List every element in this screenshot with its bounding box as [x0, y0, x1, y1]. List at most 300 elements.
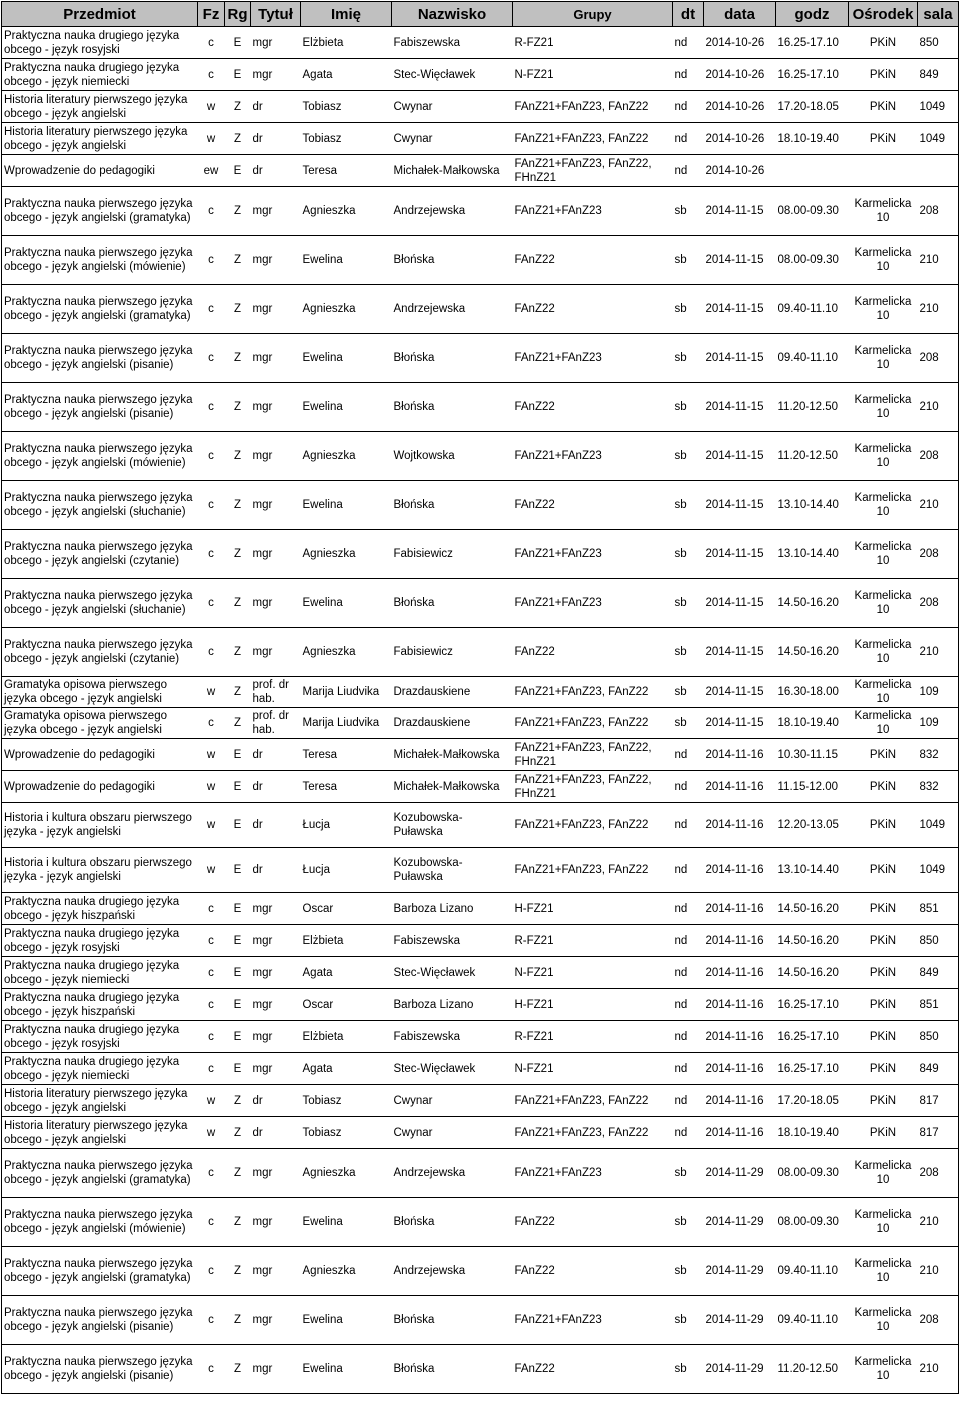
cell-date: 2014-11-15 — [704, 628, 776, 677]
cell-first-name: Agnieszka — [301, 432, 392, 481]
cell-date: 2014-11-29 — [704, 1198, 776, 1247]
cell-form: c — [198, 1247, 225, 1296]
cell-title: dr — [251, 123, 301, 155]
table-row[interactable] — [2, 957, 959, 989]
cell-last-name: Barboza Lizano — [392, 989, 513, 1021]
cell-subject: Praktyczna nauka drugiego języka obcego - język niemiecki — [2, 59, 198, 91]
cell-grade-type: Z — [225, 285, 251, 334]
table-row[interactable] — [2, 989, 959, 1021]
cell-groups: FAnZ21+FAnZ23 — [513, 432, 673, 481]
cell-time: 16.30-18.00 — [776, 677, 849, 708]
cell-room: 1049 — [918, 123, 959, 155]
cell-date: 2014-10-26 — [704, 123, 776, 155]
table-row[interactable] — [2, 677, 959, 708]
cell-venue: PKiN — [849, 925, 918, 957]
cell-groups: FAnZ22 — [513, 1345, 673, 1394]
cell-date: 2014-11-15 — [704, 187, 776, 236]
cell-last-name: Andrzejewska — [392, 285, 513, 334]
table-row[interactable] — [2, 708, 959, 739]
cell-first-name: Marija Liudvika — [301, 708, 392, 739]
cell-time: 08.00-09.30 — [776, 187, 849, 236]
cell-first-name: Ewelina — [301, 1345, 392, 1394]
cell-title: mgr — [251, 432, 301, 481]
cell-day: sb — [673, 1247, 704, 1296]
table-row[interactable] — [2, 334, 959, 383]
cell-groups: FAnZ22 — [513, 383, 673, 432]
cell-room: 210 — [918, 285, 959, 334]
cell-date: 2014-11-16 — [704, 1117, 776, 1149]
cell-subject: Praktyczna nauka pierwszego języka obcego - język angielski (mówienie) — [2, 236, 198, 285]
cell-venue: PKiN — [849, 739, 918, 771]
cell-last-name: Wojtkowska — [392, 432, 513, 481]
cell-grade-type: Z — [225, 1117, 251, 1149]
table-row[interactable] — [2, 803, 959, 848]
cell-first-name: Ewelina — [301, 334, 392, 383]
cell-grade-type: E — [225, 739, 251, 771]
cell-date: 2014-11-15 — [704, 383, 776, 432]
cell-venue: PKiN — [849, 803, 918, 848]
cell-grade-type: Z — [225, 432, 251, 481]
cell-last-name: Andrzejewska — [392, 1247, 513, 1296]
col-header-sala[interactable]: sala — [918, 2, 959, 27]
table-row[interactable] — [2, 848, 959, 893]
cell-day: sb — [673, 1345, 704, 1394]
cell-last-name: Błońska — [392, 1296, 513, 1345]
cell-subject: Historia i kultura obszaru pierwszego języka - język angielski — [2, 803, 198, 848]
cell-form: c — [198, 893, 225, 925]
cell-groups: FAnZ21+FAnZ23, FAnZ22, FHnZ21 — [513, 155, 673, 187]
cell-room: 208 — [918, 1296, 959, 1345]
cell-subject: Historia literatury pierwszego języka obcego - język angielski — [2, 91, 198, 123]
cell-room: 210 — [918, 1247, 959, 1296]
cell-venue: Karmelicka 10 — [849, 530, 918, 579]
cell-last-name: Barboza Lizano — [392, 893, 513, 925]
cell-time: 16.25-17.10 — [776, 27, 849, 59]
cell-date: 2014-11-29 — [704, 1345, 776, 1394]
cell-room: 210 — [918, 628, 959, 677]
cell-time: 13.10-14.40 — [776, 530, 849, 579]
cell-groups: FAnZ21+FAnZ23 — [513, 1149, 673, 1198]
cell-last-name: Kozubowska-Puławska — [392, 848, 513, 893]
cell-day: sb — [673, 1149, 704, 1198]
cell-room — [918, 155, 959, 187]
table-row[interactable] — [2, 1149, 959, 1198]
cell-groups: FAnZ21+FAnZ23, FAnZ22 — [513, 1117, 673, 1149]
cell-form: c — [198, 481, 225, 530]
cell-time — [776, 155, 849, 187]
cell-grade-type: E — [225, 771, 251, 803]
cell-date: 2014-11-16 — [704, 739, 776, 771]
cell-first-name: Agnieszka — [301, 285, 392, 334]
table-row[interactable] — [2, 59, 959, 91]
col-header-rg[interactable]: Rg — [225, 2, 251, 27]
col-header-godz[interactable]: godz — [776, 2, 849, 27]
cell-grade-type: E — [225, 155, 251, 187]
cell-day: nd — [673, 1021, 704, 1053]
cell-title: mgr — [251, 59, 301, 91]
cell-groups: FAnZ21+FAnZ23, FAnZ22, FHnZ21 — [513, 771, 673, 803]
table-row[interactable] — [2, 628, 959, 677]
cell-subject: Praktyczna nauka pierwszego języka obcego - język angielski (gramatyka) — [2, 1149, 198, 1198]
cell-day: nd — [673, 1117, 704, 1149]
table-row[interactable] — [2, 893, 959, 925]
cell-first-name: Oscar — [301, 893, 392, 925]
cell-grade-type: Z — [225, 708, 251, 739]
table-row[interactable] — [2, 155, 959, 187]
cell-time: 16.25-17.10 — [776, 59, 849, 91]
cell-first-name: Oscar — [301, 989, 392, 1021]
table-row[interactable] — [2, 481, 959, 530]
cell-day: nd — [673, 989, 704, 1021]
cell-subject: Praktyczna nauka pierwszego języka obcego - język angielski (pisanie) — [2, 334, 198, 383]
cell-time: 16.25-17.10 — [776, 1053, 849, 1085]
cell-first-name: Ewelina — [301, 579, 392, 628]
cell-date: 2014-11-16 — [704, 771, 776, 803]
cell-time: 14.50-16.20 — [776, 893, 849, 925]
cell-last-name: Stec-Więcławek — [392, 59, 513, 91]
cell-date: 2014-11-16 — [704, 848, 776, 893]
cell-form: c — [198, 1053, 225, 1085]
cell-groups: FAnZ21+FAnZ23, FAnZ22, FHnZ21 — [513, 739, 673, 771]
cell-day: sb — [673, 187, 704, 236]
cell-form: c — [198, 530, 225, 579]
col-header-przedmiot[interactable]: Przedmiot — [2, 2, 198, 27]
cell-grade-type: E — [225, 1021, 251, 1053]
cell-first-name: Ewelina — [301, 383, 392, 432]
cell-form: w — [198, 91, 225, 123]
col-header-nazwisko[interactable]: Nazwisko — [392, 2, 513, 27]
cell-groups: FAnZ21+FAnZ23, FAnZ22 — [513, 91, 673, 123]
cell-subject: Historia literatury pierwszego języka obcego - język angielski — [2, 123, 198, 155]
cell-groups: FAnZ22 — [513, 1247, 673, 1296]
table-row[interactable] — [2, 1085, 959, 1117]
cell-first-name: Agata — [301, 1053, 392, 1085]
cell-form: w — [198, 739, 225, 771]
cell-last-name: Kozubowska-Puławska — [392, 803, 513, 848]
cell-groups: N-FZ21 — [513, 957, 673, 989]
cell-time: 11.15-12.00 — [776, 771, 849, 803]
cell-form: w — [198, 1117, 225, 1149]
cell-date: 2014-11-15 — [704, 285, 776, 334]
cell-room: 817 — [918, 1117, 959, 1149]
cell-venue: PKiN — [849, 1021, 918, 1053]
cell-form: c — [198, 334, 225, 383]
cell-last-name: Michałek-Małkowska — [392, 771, 513, 803]
cell-last-name: Błońska — [392, 481, 513, 530]
cell-venue: Karmelicka 10 — [849, 187, 918, 236]
cell-grade-type: E — [225, 1053, 251, 1085]
cell-grade-type: Z — [225, 236, 251, 285]
cell-time: 14.50-16.20 — [776, 579, 849, 628]
cell-time: 09.40-11.10 — [776, 285, 849, 334]
cell-subject: Wprowadzenie do pedagogiki — [2, 739, 198, 771]
cell-time: 14.50-16.20 — [776, 957, 849, 989]
table-row[interactable] — [2, 91, 959, 123]
cell-groups: N-FZ21 — [513, 59, 673, 91]
cell-title: mgr — [251, 925, 301, 957]
cell-groups: N-FZ21 — [513, 1053, 673, 1085]
cell-room: 210 — [918, 481, 959, 530]
cell-title: mgr — [251, 481, 301, 530]
cell-subject: Praktyczna nauka pierwszego języka obcego - język angielski (gramatyka) — [2, 187, 198, 236]
cell-venue: Karmelicka 10 — [849, 708, 918, 739]
cell-form: c — [198, 1021, 225, 1053]
cell-last-name: Cwynar — [392, 123, 513, 155]
cell-title: prof. dr hab. — [251, 677, 301, 708]
cell-room: 851 — [918, 893, 959, 925]
cell-subject: Praktyczna nauka pierwszego języka obcego - język angielski (gramatyka) — [2, 285, 198, 334]
cell-day: nd — [673, 739, 704, 771]
cell-date: 2014-11-16 — [704, 925, 776, 957]
cell-room: 208 — [918, 187, 959, 236]
cell-last-name: Fabisiewicz — [392, 530, 513, 579]
cell-time: 16.25-17.10 — [776, 1021, 849, 1053]
cell-date: 2014-11-15 — [704, 481, 776, 530]
cell-subject: Praktyczna nauka pierwszego języka obcego - język angielski (pisanie) — [2, 383, 198, 432]
table-row[interactable] — [2, 383, 959, 432]
cell-venue: PKiN — [849, 91, 918, 123]
cell-form: c — [198, 628, 225, 677]
cell-first-name: Tobiasz — [301, 1085, 392, 1117]
cell-date: 2014-11-16 — [704, 989, 776, 1021]
cell-groups: R-FZ21 — [513, 925, 673, 957]
cell-form: c — [198, 1149, 225, 1198]
cell-groups: FAnZ21+FAnZ23 — [513, 187, 673, 236]
cell-date: 2014-11-15 — [704, 236, 776, 285]
cell-subject: Historia i kultura obszaru pierwszego języka - język angielski — [2, 848, 198, 893]
cell-groups: FAnZ22 — [513, 285, 673, 334]
cell-title: mgr — [251, 1198, 301, 1247]
cell-first-name: Ewelina — [301, 1198, 392, 1247]
cell-time: 14.50-16.20 — [776, 925, 849, 957]
cell-title: dr — [251, 739, 301, 771]
cell-date: 2014-11-29 — [704, 1149, 776, 1198]
cell-room: 832 — [918, 771, 959, 803]
cell-last-name: Fabisiewicz — [392, 628, 513, 677]
cell-first-name: Agnieszka — [301, 628, 392, 677]
col-header-data[interactable]: data — [704, 2, 776, 27]
table-row[interactable] — [2, 771, 959, 803]
cell-subject: Historia literatury pierwszego języka obcego - język angielski — [2, 1117, 198, 1149]
cell-room: 208 — [918, 579, 959, 628]
cell-subject: Praktyczna nauka pierwszego języka obcego - język angielski (pisanie) — [2, 1345, 198, 1394]
table-body — [2, 27, 959, 1394]
cell-subject: Praktyczna nauka drugiego języka obcego - język niemiecki — [2, 957, 198, 989]
cell-title: mgr — [251, 1149, 301, 1198]
cell-room: 1049 — [918, 848, 959, 893]
cell-venue: PKiN — [849, 771, 918, 803]
cell-venue: Karmelicka 10 — [849, 334, 918, 383]
cell-form: c — [198, 1198, 225, 1247]
table-row[interactable] — [2, 530, 959, 579]
cell-grade-type: E — [225, 957, 251, 989]
cell-title: dr — [251, 803, 301, 848]
cell-last-name: Błońska — [392, 1345, 513, 1394]
cell-form: c — [198, 957, 225, 989]
cell-title: mgr — [251, 957, 301, 989]
cell-title: dr — [251, 771, 301, 803]
cell-last-name: Michałek-Małkowska — [392, 155, 513, 187]
cell-day: nd — [673, 1053, 704, 1085]
table-row[interactable] — [2, 925, 959, 957]
cell-last-name: Michałek-Małkowska — [392, 739, 513, 771]
cell-first-name: Tobiasz — [301, 91, 392, 123]
cell-last-name: Andrzejewska — [392, 187, 513, 236]
cell-subject: Praktyczna nauka pierwszego języka obcego - język angielski (słuchanie) — [2, 481, 198, 530]
cell-title: mgr — [251, 27, 301, 59]
cell-time: 13.10-14.40 — [776, 481, 849, 530]
cell-first-name: Agnieszka — [301, 1247, 392, 1296]
table-row[interactable] — [2, 27, 959, 59]
cell-subject: Praktyczna nauka drugiego języka obcego - język rosyjski — [2, 1021, 198, 1053]
table-row[interactable] — [2, 187, 959, 236]
cell-subject: Praktyczna nauka drugiego języka obcego - język rosyjski — [2, 27, 198, 59]
cell-groups: FAnZ21+FAnZ23, FAnZ22 — [513, 1085, 673, 1117]
table-row[interactable] — [2, 285, 959, 334]
cell-form: c — [198, 432, 225, 481]
cell-time: 13.10-14.40 — [776, 848, 849, 893]
cell-room: 1049 — [918, 91, 959, 123]
cell-venue: Karmelicka 10 — [849, 1247, 918, 1296]
cell-grade-type: Z — [225, 383, 251, 432]
cell-day: nd — [673, 1085, 704, 1117]
cell-time: 18.10-19.40 — [776, 123, 849, 155]
cell-date: 2014-11-16 — [704, 1021, 776, 1053]
table-row[interactable] — [2, 1345, 959, 1394]
col-header-imie[interactable]: Imię — [301, 2, 392, 27]
table-row[interactable] — [2, 1021, 959, 1053]
cell-form: w — [198, 803, 225, 848]
table-row[interactable] — [2, 1296, 959, 1345]
cell-day: nd — [673, 27, 704, 59]
cell-date: 2014-11-16 — [704, 1085, 776, 1117]
col-header-dt[interactable]: dt — [673, 2, 704, 27]
table-row[interactable] — [2, 1247, 959, 1296]
cell-subject: Praktyczna nauka drugiego języka obcego - język niemiecki — [2, 1053, 198, 1085]
table-row[interactable] — [2, 432, 959, 481]
cell-room: 832 — [918, 739, 959, 771]
cell-title: mgr — [251, 579, 301, 628]
cell-venue: Karmelicka 10 — [849, 432, 918, 481]
cell-title: dr — [251, 848, 301, 893]
cell-grade-type: Z — [225, 187, 251, 236]
cell-grade-type: E — [225, 893, 251, 925]
cell-room: 1049 — [918, 803, 959, 848]
cell-last-name: Fabiszewska — [392, 27, 513, 59]
cell-form: c — [198, 925, 225, 957]
cell-title: mgr — [251, 187, 301, 236]
cell-venue: Karmelicka 10 — [849, 236, 918, 285]
cell-groups: FAnZ21+FAnZ23 — [513, 579, 673, 628]
cell-grade-type: E — [225, 989, 251, 1021]
cell-first-name: Teresa — [301, 771, 392, 803]
cell-time: 14.50-16.20 — [776, 628, 849, 677]
cell-last-name: Błońska — [392, 579, 513, 628]
cell-form: c — [198, 27, 225, 59]
cell-venue: PKiN — [849, 1117, 918, 1149]
cell-time: 10.30-11.15 — [776, 739, 849, 771]
cell-form: c — [198, 708, 225, 739]
cell-day: sb — [673, 1198, 704, 1247]
table-row[interactable] — [2, 1117, 959, 1149]
col-header-grupy[interactable]: Grupy — [513, 2, 673, 27]
cell-subject: Praktyczna nauka drugiego języka obcego - język hiszpański — [2, 893, 198, 925]
table-row[interactable] — [2, 1198, 959, 1247]
cell-day: nd — [673, 123, 704, 155]
cell-venue — [849, 155, 918, 187]
cell-venue: Karmelicka 10 — [849, 1149, 918, 1198]
cell-room: 208 — [918, 334, 959, 383]
cell-form: w — [198, 771, 225, 803]
cell-day: nd — [673, 155, 704, 187]
cell-first-name: Teresa — [301, 155, 392, 187]
cell-day: nd — [673, 91, 704, 123]
col-header-osrodek[interactable]: Ośrodek — [849, 2, 918, 27]
table-row[interactable] — [2, 1053, 959, 1085]
cell-day: sb — [673, 530, 704, 579]
cell-room: 208 — [918, 530, 959, 579]
cell-room: 851 — [918, 989, 959, 1021]
cell-last-name: Błońska — [392, 334, 513, 383]
cell-day: sb — [673, 628, 704, 677]
table-row[interactable] — [2, 579, 959, 628]
cell-grade-type: E — [225, 848, 251, 893]
table-row[interactable] — [2, 236, 959, 285]
table-row[interactable] — [2, 123, 959, 155]
cell-form: c — [198, 59, 225, 91]
cell-grade-type: Z — [225, 481, 251, 530]
cell-title: mgr — [251, 1296, 301, 1345]
cell-day: nd — [673, 803, 704, 848]
cell-title: mgr — [251, 1053, 301, 1085]
cell-grade-type: E — [225, 27, 251, 59]
cell-day: nd — [673, 925, 704, 957]
cell-day: sb — [673, 1296, 704, 1345]
cell-venue: PKiN — [849, 1085, 918, 1117]
cell-date: 2014-11-15 — [704, 432, 776, 481]
cell-room: 208 — [918, 432, 959, 481]
cell-title: dr — [251, 155, 301, 187]
col-header-tytul[interactable]: Tytuł — [251, 2, 301, 27]
cell-groups: R-FZ21 — [513, 27, 673, 59]
cell-date: 2014-11-16 — [704, 803, 776, 848]
cell-groups: FAnZ22 — [513, 236, 673, 285]
cell-date: 2014-11-16 — [704, 893, 776, 925]
cell-subject: Praktyczna nauka drugiego języka obcego - język hiszpański — [2, 989, 198, 1021]
cell-form: c — [198, 187, 225, 236]
cell-groups: FAnZ22 — [513, 481, 673, 530]
cell-time: 11.20-12.50 — [776, 383, 849, 432]
cell-time: 17.20-18.05 — [776, 91, 849, 123]
cell-last-name: Drazdauskiene — [392, 708, 513, 739]
cell-form: c — [198, 1345, 225, 1394]
cell-form: c — [198, 1296, 225, 1345]
col-header-fz[interactable]: Fz — [198, 2, 225, 27]
cell-title: mgr — [251, 383, 301, 432]
cell-venue: Karmelicka 10 — [849, 579, 918, 628]
table-row[interactable] — [2, 739, 959, 771]
cell-last-name: Cwynar — [392, 1117, 513, 1149]
cell-grade-type: Z — [225, 1149, 251, 1198]
cell-groups: H-FZ21 — [513, 989, 673, 1021]
cell-room: 850 — [918, 925, 959, 957]
cell-room: 849 — [918, 1053, 959, 1085]
cell-groups: FAnZ21+FAnZ23, FAnZ22 — [513, 708, 673, 739]
cell-first-name: Agnieszka — [301, 530, 392, 579]
cell-groups: R-FZ21 — [513, 1021, 673, 1053]
cell-venue: PKiN — [849, 123, 918, 155]
cell-form: w — [198, 1085, 225, 1117]
